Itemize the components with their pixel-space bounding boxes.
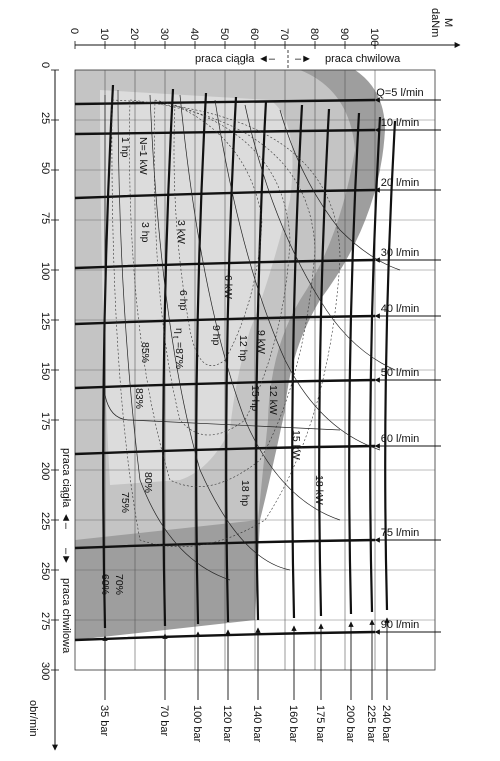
speed-tick-label: 125 — [39, 312, 51, 331]
pressure-label: 240 bar — [380, 705, 392, 743]
pressure-label: 120 bar — [221, 705, 233, 743]
torque-region-indicator — [195, 50, 401, 70]
speed-ticks — [39, 62, 59, 680]
power-label: 9 kW — [255, 330, 267, 354]
power-label: 18 hp — [239, 480, 251, 507]
torque-region-continuous: praca ciągła — [195, 53, 255, 65]
pressure-label: 140 bar — [251, 705, 263, 743]
speed-tick-label: 175 — [39, 412, 51, 431]
speed-tick-label: 225 — [39, 512, 51, 531]
torque-axis-unit: daNm — [429, 8, 441, 38]
efficiency-label: 75% — [119, 492, 131, 514]
power-label: 3 hp — [139, 222, 151, 243]
pressure-label: 200 bar — [344, 705, 356, 743]
torque-tick-label: 0 — [68, 28, 80, 35]
torque-tick-label: 70 — [278, 28, 290, 41]
flow-labels — [376, 87, 423, 631]
speed-region-intermittent: praca chwilowa — [60, 578, 72, 654]
efficiency-label: 80% — [142, 472, 154, 494]
flow-label: Q=5 l/min — [376, 87, 424, 99]
speed-tick-label: 50 — [39, 162, 51, 175]
torque-tick-label: 60 — [248, 28, 260, 41]
pressure-label: 175 bar — [314, 705, 326, 743]
torque-region-intermittent: praca chwilowa — [325, 53, 401, 65]
power-label: N=1 kW — [137, 137, 149, 175]
speed-tick-label: 0 — [39, 62, 51, 69]
speed-tick-label: 150 — [39, 362, 51, 381]
flow-label: 60 l/min — [380, 433, 420, 445]
power-label: 9 hp — [210, 325, 222, 346]
torque-tick-label: 90 — [338, 28, 350, 41]
pressure-label: 100 bar — [191, 705, 203, 743]
power-label: 3 kW — [175, 220, 187, 244]
torque-tick-label: 50 — [218, 28, 230, 41]
speed-region-arrow-up: ◄– — [60, 512, 72, 530]
speed-tick-label: 25 — [39, 112, 51, 125]
flow-label: 90 l/min — [380, 619, 420, 631]
speed-tick-label: 275 — [39, 612, 51, 631]
torque-ticks — [68, 28, 380, 49]
pressure-labels — [98, 705, 392, 743]
torque-tick-label: 100 — [368, 28, 380, 47]
flow-label: 20 l/min — [380, 177, 420, 189]
torque-tick-label: 30 — [158, 28, 170, 41]
flow-label: 30 l/min — [380, 247, 420, 259]
efficiency-label: =87% — [173, 342, 185, 370]
torque-region-arrow-left: ◄– — [258, 53, 276, 65]
torque-axis-label: M — [442, 18, 454, 28]
torque-tick-label: 80 — [308, 28, 320, 41]
power-label: 12 hp — [237, 335, 249, 362]
speed-axis-unit: obr/min — [27, 700, 39, 737]
power-label: 15 hp — [249, 385, 261, 412]
speed-region-continuous: praca ciągła — [60, 448, 72, 508]
torque-axis — [68, 8, 460, 49]
flow-label: 10 l/min — [380, 117, 420, 129]
power-label: 12 kW — [267, 385, 279, 415]
torque-tick-label: 20 — [128, 28, 140, 41]
flow-label: 75 l/min — [380, 527, 420, 539]
pressure-label: 70 bar — [158, 705, 170, 737]
speed-tick-label: 100 — [39, 262, 51, 281]
pressure-label: 160 bar — [287, 705, 299, 743]
flow-label: 50 l/min — [380, 367, 420, 379]
speed-tick-label: 75 — [39, 212, 51, 225]
torque-tick-label: 10 — [98, 28, 110, 41]
efficiency-label: 70% — [113, 574, 125, 596]
efficiency-label: 83% — [133, 388, 145, 410]
power-label: 6 hp — [177, 290, 189, 311]
torque-tick-label: 40 — [188, 28, 200, 41]
speed-tick-label: 250 — [39, 562, 51, 581]
speed-tick-label: 200 — [39, 462, 51, 481]
speed-tick-label: 300 — [39, 662, 51, 681]
flow-label: 40 l/min — [380, 303, 420, 315]
speed-axis — [27, 62, 72, 750]
efficiency-symbol: η — [173, 328, 185, 334]
pressure-label: 225 bar — [365, 705, 377, 743]
power-label: 6 kW — [222, 275, 234, 299]
efficiency-label: 85% — [139, 342, 151, 364]
power-label: 1 hp — [119, 137, 131, 158]
power-label: 18 kW — [313, 475, 325, 505]
power-label: 15 kW — [290, 430, 302, 460]
pressure-label: 35 bar — [98, 705, 110, 737]
efficiency-label: 60% — [99, 574, 111, 596]
torque-region-arrow-right: –► — [295, 53, 313, 65]
speed-region-arrow-down: –► — [60, 548, 72, 566]
efficiency-subscript: t — [171, 336, 180, 339]
